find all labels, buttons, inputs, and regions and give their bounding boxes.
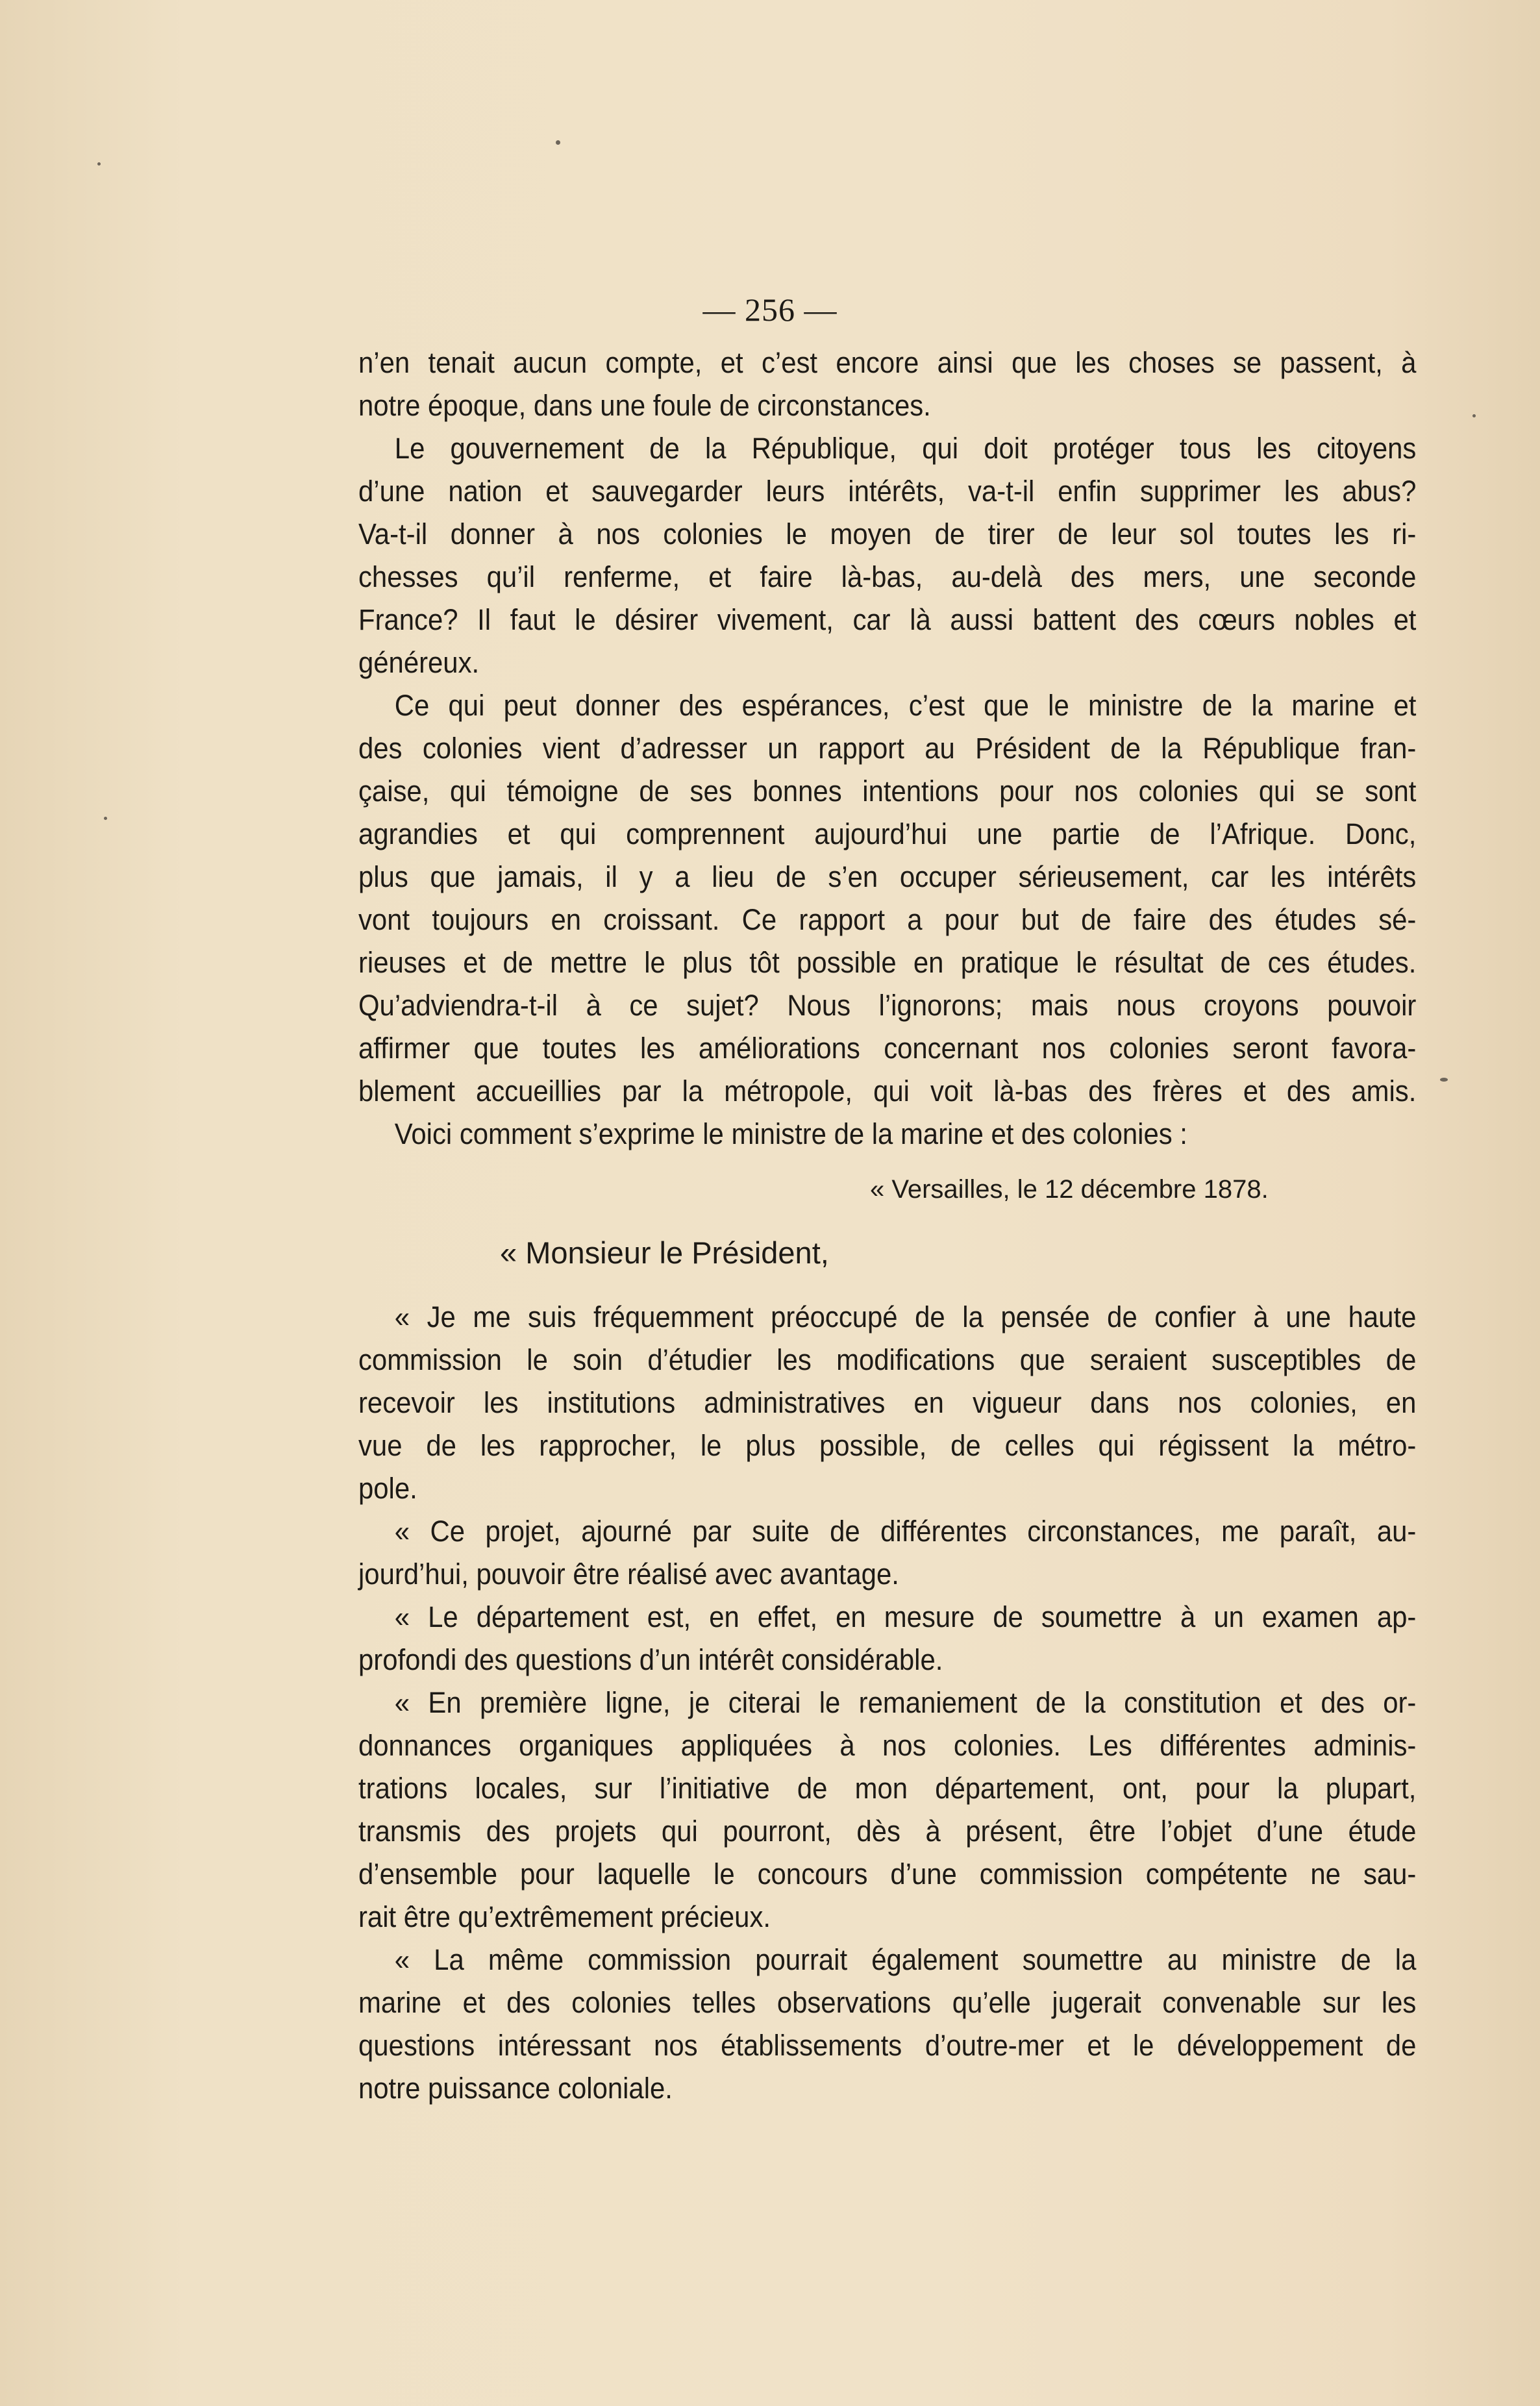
text-line: questions intéressant nos établissements d’outre-mer et le développement de [358, 2029, 1417, 2062]
letter-salutation: « Monsieur le Président, [500, 1235, 829, 1270]
text-line: des colonies vient d’adresser un rapport au Président de la République fran- [358, 732, 1417, 765]
text-line: affirmer que toutes les améliorations concernant nos colonies seront favora- [358, 1032, 1417, 1065]
text-line: Le gouvernement de la République, qui doit protéger tous les citoyens [394, 432, 1417, 465]
text-line: Qu’adviendra-t-il à ce sujet? Nous l’ignorons; mais nous croyons pouvoir [358, 989, 1417, 1022]
page-number: — 256 — [702, 291, 838, 328]
paper-speck [104, 817, 107, 820]
paper-speck [1440, 1078, 1448, 1082]
text-line: pole. [358, 1472, 417, 1505]
text-line: plus que jamais, il y a lieu de s’en occuper sérieusement, car les intérêts [358, 860, 1417, 893]
letter-dateline: « Versailles, le 12 décembre 1878. [870, 1175, 1269, 1204]
text-line: d’une nation et sauvegarder leurs intérêts, va-t-il enfin supprimer les abus? [358, 475, 1417, 508]
text-line: chesses qu’il renferme, et faire là-bas, au-delà des mers, une seconde [358, 560, 1417, 593]
text-line: marine et des colonies telles observations qu’elle jugerait convenable sur les [358, 1986, 1417, 2019]
text-line: n’en tenait aucun compte, et c’est encore ainsi que les choses se passent, à [358, 346, 1417, 379]
text-line: Va-t-il donner à nos colonies le moyen de tirer de leur sol toutes les ri- [358, 517, 1417, 551]
text-line: donnances organiques appliquées à nos colonies. Les différentes adminis- [358, 1729, 1417, 1762]
text-line: notre époque, dans une foule de circonstances. [358, 389, 931, 422]
text-line: France? Il faut le désirer vivement, car là aussi battent des cœurs nobles et [358, 603, 1417, 636]
text-line: Ce qui peut donner des espérances, c’est que le ministre de la marine et [394, 689, 1417, 722]
text-line: rieuses et de mettre le plus tôt possible en pratique le résultat de ces études. [358, 946, 1417, 979]
text-line: « Ce projet, ajourné par suite de différentes circonstances, me paraît, au- [394, 1515, 1417, 1548]
text-line: çaise, qui témoigne de ses bonnes intentions pour nos colonies qui se sont [358, 775, 1417, 808]
text-line: Voici comment s’exprime le ministre de la marine et des colonies : [394, 1117, 1187, 1150]
text-line: jourd’hui, pouvoir être réalisé avec avantage. [358, 1557, 899, 1591]
text-line: trations locales, sur l’initiative de mon département, ont, pour la plupart, [358, 1772, 1417, 1805]
text-line: profondi des questions d’un intérêt considérable. [358, 1643, 943, 1676]
text-line: « Le département est, en effet, en mesure de soumettre à un examen ap- [394, 1600, 1417, 1633]
text-line: « En première ligne, je citerai le remaniement de la constitution et des or- [394, 1686, 1417, 1719]
paper-speck [1472, 414, 1476, 417]
paper-speck [556, 140, 560, 145]
text-line: transmis des projets qui pourront, dès à présent, être l’objet d’une étude [358, 1815, 1417, 1848]
text-line: d’ensemble pour laquelle le concours d’une commission compétente ne sau- [358, 1857, 1417, 1891]
text-line: rait être qu’extrêmement précieux. [358, 1900, 771, 1933]
text-line: agrandies et qui comprennent aujourd’hui une partie de l’Afrique. Donc, [358, 817, 1417, 850]
text-line: notre puissance coloniale. [358, 2072, 673, 2105]
paper-speck [97, 162, 101, 166]
text-line: recevoir les institutions administratives en vigueur dans nos colonies, en [358, 1386, 1417, 1419]
text-line: vont toujours en croissant. Ce rapport a pour but de faire des études sé- [358, 903, 1417, 936]
text-line: commission le soin d’étudier les modifications que seraient susceptibles de [358, 1343, 1417, 1376]
text-line: vue de les rapprocher, le plus possible, de celles qui régissent la métro- [358, 1429, 1417, 1462]
text-line: blement accueillies par la métropole, qui voit là-bas des frères et des amis. [358, 1074, 1417, 1108]
text-line: « La même commission pourrait également soumettre au ministre de la [394, 1943, 1417, 1976]
text-line: généreux. [358, 646, 480, 679]
text-line: « Je me suis fréquemment préoccupé de la pensée de confier à une haute [394, 1300, 1417, 1333]
